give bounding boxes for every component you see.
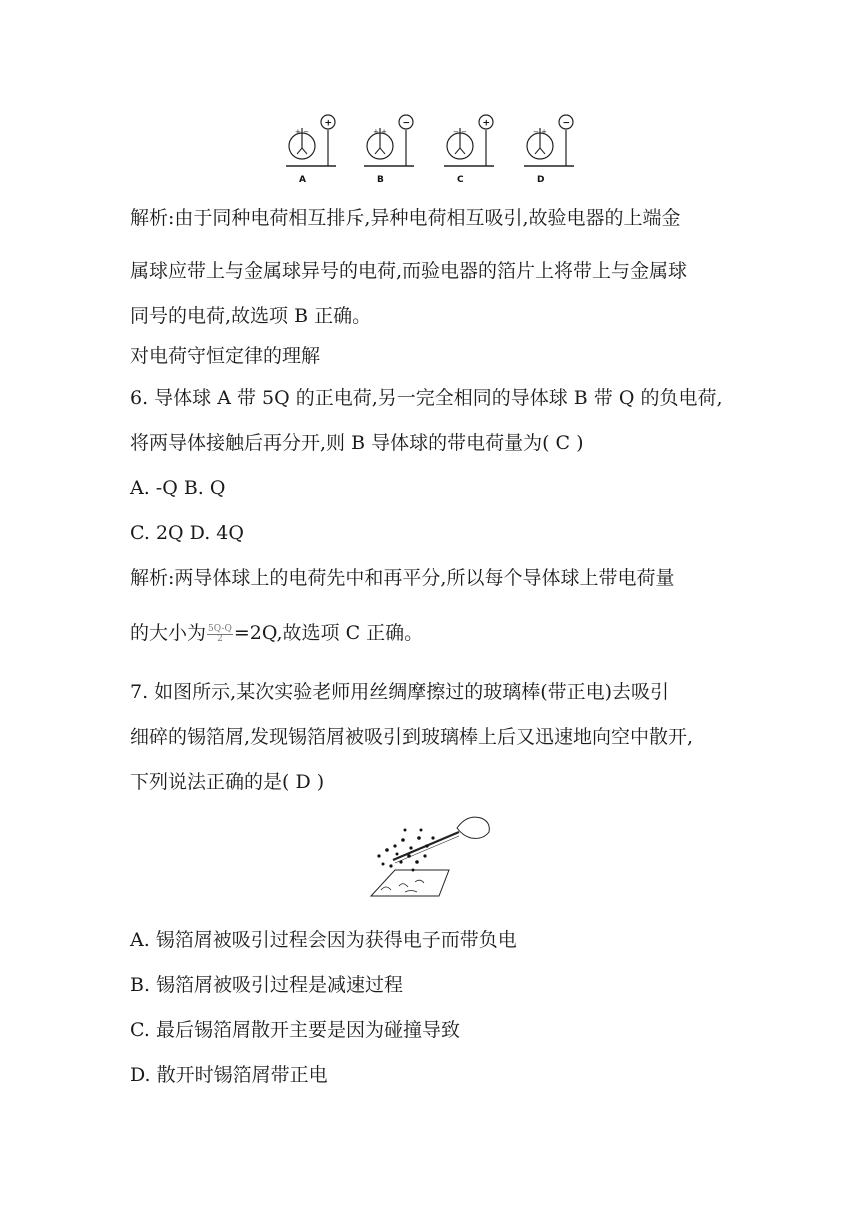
label-b: B xyxy=(377,175,384,185)
svg-text:+ −: + − xyxy=(295,128,309,136)
q6-options-line-1: A. -Q B. Q xyxy=(130,477,226,499)
q7-stem-line-1: 7. 如图所示,某次实验老师用丝绸摩擦过的玻璃棒(带正电)去吸引 xyxy=(130,681,670,703)
q6-analysis-pre: 的大小为 xyxy=(130,622,207,644)
q6-options-line-2: C. 2Q D. 4Q xyxy=(130,522,244,544)
electroscope-figure xyxy=(270,108,590,190)
q5-analysis-line-1: 解析:由于同种电荷相互排斥,异种电荷相互吸引,故验电器的上端金 xyxy=(130,207,681,229)
q6-analysis-post: =2Q,故选项 C 正确。 xyxy=(233,622,424,644)
q6-stem-line-2: 将两导体接触后再分开,则 B 导体球的带电荷量为( C ) xyxy=(130,432,584,454)
q5-analysis-line-3: 同号的电荷,故选项 B 正确。 xyxy=(130,305,372,327)
svg-text:+ +: + + xyxy=(373,128,387,136)
label-d: D xyxy=(537,175,545,185)
fraction xyxy=(207,625,233,644)
q6-stem-line-1: 6. 导体球 A 带 5Q 的正电荷,另一完全相同的导体球 B 带 Q 的负电荷, xyxy=(130,387,723,409)
fraction-numerator: 5Q-Q xyxy=(208,623,232,634)
charge-sign: + xyxy=(482,118,491,129)
electroscope-b xyxy=(364,115,414,185)
charge-sign: − xyxy=(562,118,571,129)
q6-analysis-line-2 xyxy=(130,621,423,645)
label-a: A xyxy=(299,175,306,185)
q7-option-d: D. 散开时锡箔屑带正电 xyxy=(130,1064,328,1086)
glass-rod-figure xyxy=(365,810,495,902)
q7-option-a: A. 锡箔屑被吸引过程会因为获得电子而带负电 xyxy=(130,929,517,951)
q6-analysis-line-1: 解析:两导体球上的电荷先中和再平分,所以每个导体球上带电荷量 xyxy=(130,567,675,589)
electroscope-d xyxy=(524,115,574,185)
q7-stem-line-3: 下列说法正确的是( D ) xyxy=(130,771,325,793)
q5-analysis-line-2: 属球应带上与金属球异号的电荷,而验电器的箔片上将带上与金属球 xyxy=(130,260,688,282)
label-c: C xyxy=(457,175,464,185)
q7-option-c: C. 最后锡箔屑散开主要是因为碰撞导致 xyxy=(130,1019,460,1041)
section-heading: 对电荷守恒定律的理解 xyxy=(130,345,321,367)
charge-sign: + xyxy=(324,118,333,129)
electroscope-a xyxy=(286,115,336,185)
charge-sign: − xyxy=(402,118,411,129)
q7-option-b: B. 锡箔屑被吸引过程是减速过程 xyxy=(130,974,404,996)
svg-text:− −: − − xyxy=(453,128,467,136)
fraction-denominator: 2 xyxy=(217,633,223,644)
svg-text:− +: − + xyxy=(533,128,547,136)
electroscope-c xyxy=(444,115,494,185)
q7-stem-line-2: 细碎的锡箔屑,发现锡箔屑被吸引到玻璃棒上后又迅速地向空中散开, xyxy=(130,726,694,748)
